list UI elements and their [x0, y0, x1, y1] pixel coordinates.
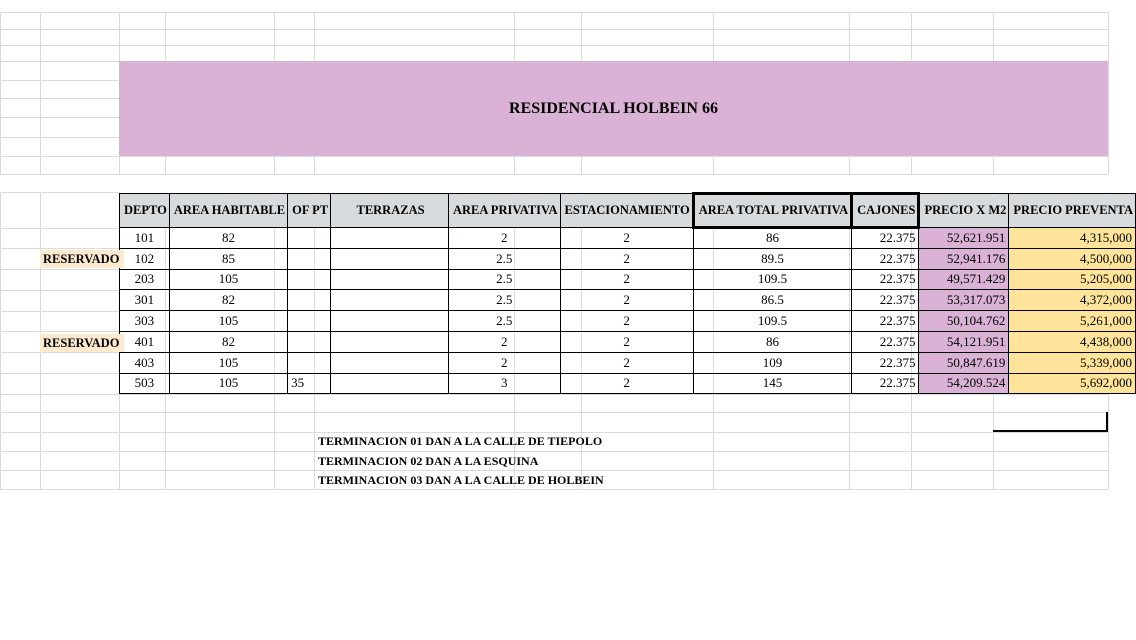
cell-precio-pre[interactable]: 4,372,000 — [1009, 290, 1136, 311]
cell-area-total[interactable]: 109.5 — [693, 311, 851, 332]
cell-cajones[interactable]: 22.375 — [852, 228, 919, 249]
table-row — [120, 228, 1136, 249]
cell-terrazas[interactable] — [331, 290, 449, 311]
title-band[interactable] — [119, 61, 1108, 156]
table-row — [120, 269, 1136, 290]
cell-cajones[interactable]: 22.375 — [852, 331, 919, 352]
cell-estac[interactable]: 2 — [560, 290, 693, 311]
cell-precio-m2[interactable]: 54,209.524 — [919, 373, 1009, 394]
cell-cajones[interactable]: 22.375 — [852, 373, 919, 394]
table-row — [120, 373, 1136, 394]
cell-precio-pre[interactable]: 4,438,000 — [1009, 331, 1136, 352]
cell-area-total[interactable]: 86 — [693, 331, 851, 352]
header-precio-m2[interactable]: PRECIO X M2 — [919, 194, 1009, 228]
table-body — [120, 228, 1136, 394]
cell-estac[interactable]: 2 — [560, 352, 693, 373]
cell-area-hab[interactable]: 85 — [169, 248, 287, 269]
cell-of-pt[interactable] — [288, 248, 331, 269]
note-terminacion-01[interactable]: TERMINACION 01 DAN A LA CALLE DE TIEPOLO — [318, 434, 603, 448]
cell-area-total[interactable]: 109.5 — [693, 269, 851, 290]
cell-precio-m2[interactable]: 54,121.951 — [919, 331, 1009, 352]
cell-depto[interactable]: 401 — [120, 331, 170, 352]
cell-precio-m2[interactable]: 53,317.073 — [919, 290, 1009, 311]
cell-estac[interactable]: 2 — [560, 248, 693, 269]
reservado-label[interactable]: RESERVADO — [40, 334, 124, 352]
cell-terrazas[interactable] — [331, 311, 449, 332]
cell-area-hab[interactable]: 105 — [169, 311, 287, 332]
header-precio-preventa[interactable]: PRECIO PREVENTA — [1009, 194, 1136, 228]
cell-area-hab[interactable]: 105 — [169, 373, 287, 394]
cell-area-total[interactable]: 109 — [693, 352, 851, 373]
cell-of-pt[interactable] — [288, 352, 331, 373]
cell-cajones[interactable]: 22.375 — [852, 269, 919, 290]
sheet-title: RESIDENCIAL HOLBEIN 66 — [509, 99, 718, 117]
cell-precio-pre[interactable]: 5,339,000 — [1009, 352, 1136, 373]
cell-cajones[interactable]: 22.375 — [852, 248, 919, 269]
cell-border-right — [1106, 412, 1108, 432]
cell-precio-pre[interactable]: 4,500,000 — [1009, 248, 1136, 269]
cell-cajones[interactable]: 22.375 — [852, 311, 919, 332]
cell-of-pt[interactable] — [288, 290, 331, 311]
cell-depto[interactable]: 301 — [120, 290, 170, 311]
cell-depto[interactable]: 102 — [120, 248, 170, 269]
cell-area-priv[interactable]: 2 — [448, 331, 560, 352]
header-terrazas[interactable]: TERRAZAS — [331, 194, 449, 228]
cell-estac[interactable]: 2 — [560, 269, 693, 290]
cell-area-hab[interactable]: 105 — [169, 269, 287, 290]
header-area-total-privativa[interactable]: AREA TOTAL PRIVATIVA — [693, 194, 851, 228]
table-row — [120, 248, 1136, 269]
cell-depto[interactable]: 101 — [120, 228, 170, 249]
table-row — [120, 311, 1136, 332]
cell-area-priv[interactable]: 2 — [448, 352, 560, 373]
cell-estac[interactable]: 2 — [560, 331, 693, 352]
cell-terrazas[interactable] — [331, 248, 449, 269]
cell-area-priv[interactable]: 3 — [448, 373, 560, 394]
cell-terrazas[interactable] — [331, 269, 449, 290]
cell-area-total[interactable]: 89.5 — [693, 248, 851, 269]
cell-area-hab[interactable]: 82 — [169, 228, 287, 249]
cell-precio-pre[interactable]: 5,692,000 — [1009, 373, 1136, 394]
cell-depto[interactable]: 403 — [120, 352, 170, 373]
price-table — [119, 192, 1136, 394]
cell-area-priv[interactable]: 2.5 — [448, 269, 560, 290]
cell-precio-pre[interactable]: 5,261,000 — [1009, 311, 1136, 332]
cell-area-total[interactable]: 86 — [693, 228, 851, 249]
cell-depto[interactable]: 203 — [120, 269, 170, 290]
cell-area-hab[interactable]: 105 — [169, 352, 287, 373]
cell-area-priv[interactable]: 2.5 — [448, 248, 560, 269]
table-row — [120, 290, 1136, 311]
cell-area-priv[interactable]: 2 — [448, 228, 560, 249]
header-depto[interactable]: DEPTO — [120, 194, 170, 228]
header-area-privativa[interactable]: AREA PRIVATIVA — [448, 194, 560, 228]
cell-depto[interactable]: 303 — [120, 311, 170, 332]
reservado-label[interactable]: RESERVADO — [40, 250, 124, 268]
cell-area-hab[interactable]: 82 — [169, 290, 287, 311]
header-row — [120, 194, 1136, 228]
table-row — [120, 352, 1136, 373]
cell-precio-pre[interactable]: 4,315,000 — [1009, 228, 1136, 249]
cell-terrazas[interactable] — [331, 352, 449, 373]
cell-of-pt[interactable] — [288, 228, 331, 249]
cell-area-total[interactable]: 145 — [693, 373, 851, 394]
cell-cajones[interactable]: 22.375 — [852, 290, 919, 311]
cell-terrazas[interactable] — [331, 331, 449, 352]
cell-precio-m2[interactable]: 49,571.429 — [919, 269, 1009, 290]
cell-estac[interactable]: 2 — [560, 311, 693, 332]
cell-of-pt[interactable]: 35 — [288, 373, 331, 394]
cell-precio-m2[interactable]: 50,104.762 — [919, 311, 1009, 332]
note-terminacion-02[interactable]: TERMINACION 02 DAN A LA ESQUINA — [318, 454, 539, 468]
cell-estac[interactable]: 2 — [560, 228, 693, 249]
cell-estac[interactable]: 2 — [560, 373, 693, 394]
cell-border-bottom — [993, 430, 1108, 432]
cell-terrazas[interactable] — [331, 228, 449, 249]
cell-precio-m2[interactable]: 50,847.619 — [919, 352, 1009, 373]
cell-precio-m2[interactable]: 52,621.951 — [919, 228, 1009, 249]
note-terminacion-03[interactable]: TERMINACION 03 DAN A LA CALLE DE HOLBEIN — [318, 473, 604, 487]
header-cajones[interactable]: CAJONES — [852, 194, 919, 228]
cell-precio-m2[interactable]: 52,941.176 — [919, 248, 1009, 269]
header-estacionamiento[interactable]: ESTACIONAMIENTO — [560, 194, 693, 228]
cell-of-pt[interactable] — [288, 311, 331, 332]
cell-cajones[interactable]: 22.375 — [852, 352, 919, 373]
cell-precio-pre[interactable]: 5,205,000 — [1009, 269, 1136, 290]
cell-of-pt[interactable] — [288, 269, 331, 290]
header-area-habitable[interactable]: AREA HABITABLE — [169, 194, 287, 228]
cell-area-total[interactable]: 86.5 — [693, 290, 851, 311]
cell-depto[interactable]: 503 — [120, 373, 170, 394]
cell-area-priv[interactable]: 2.5 — [448, 311, 560, 332]
header-of-pt[interactable]: OF PT — [288, 194, 331, 228]
cell-of-pt[interactable] — [288, 331, 331, 352]
cell-area-hab[interactable]: 82 — [169, 331, 287, 352]
cell-area-priv[interactable]: 2.5 — [448, 290, 560, 311]
table-row — [120, 331, 1136, 352]
cell-terrazas[interactable] — [331, 373, 449, 394]
